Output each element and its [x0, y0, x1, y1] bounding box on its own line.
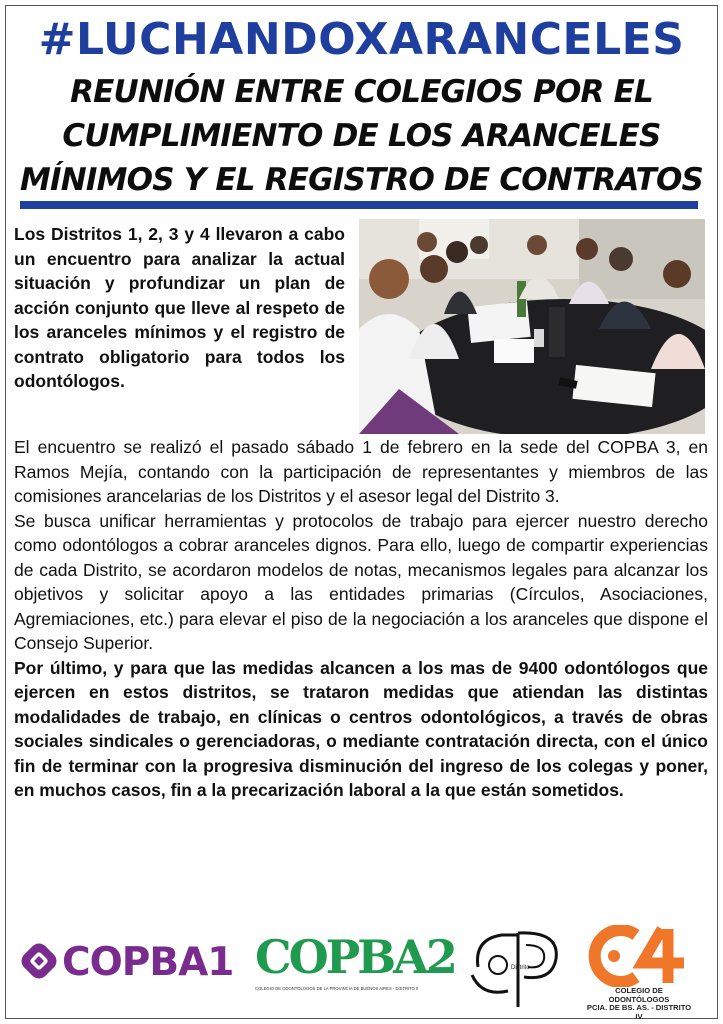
c4-subtitle	[584, 987, 694, 1021]
paragraph-goals: Se busca unificar herramientas y protocolos de trabajo para ejercer nuestro derecho como odontólogos a cobrar aranceles dignos. Para ello, luego de compartir experiencias de cada Distrito, se acordaron modelos de notas, mecanismos legales para alcanzar los objetivos y solicitar apoyo a las entidades primarias (Círculos, Asociaciones, Agremiaciones, etc.) para elevar el piso de la negociación a los aranceles que dispone el Consejo Superior.	[14, 510, 708, 653]
district3-logo	[468, 925, 568, 1007]
blue-divider	[20, 201, 698, 209]
c4-subtitle-line-2: PCIA. DE BS. AS. - DISTRITO IV	[586, 1003, 692, 1021]
copba2-subtitle: COLEGIO DE ODONTOLOGOS DE LA PROVINCIA DE BUENOS AIRES - DISTRITO II	[255, 986, 419, 991]
c4-subtitle-line-1: COLEGIO DE ODONTÓLOGOS	[608, 986, 670, 1004]
hashtag-title: #LUCHANDOXARANCELES	[38, 14, 685, 65]
lead-paragraph: Los Distritos 1, 2, 3 y 4 llevaron a cabo un encuentro para analizar la actual situación y profundizar un plan de acción conjunto que lleve al respeto de los aranceles mínimos y el registro de contrato obligatorio para todos los odontólogos.	[14, 224, 345, 391]
paragraph-closing: Por último, y para que las medidas alcancen a los mas de 9400 odontólogos que ejercen en estos distritos, se trataron medidas que atiendan las distintas modalidades de trabajo, en clínicas o centros odontológicos, a través de obras sociales sindicales o gerenciadoras, o mediante contratación directa, con el único fin de terminar con la progresiva disminución del ingreso de los colegas y poner, en muchos casos, fin a la precarización laboral a la que están sometidos.	[14, 657, 708, 800]
article-body	[14, 435, 708, 803]
copba1-wordmark: COPBA1	[62, 940, 234, 985]
c4-emblem-icon	[584, 925, 694, 987]
copba1-emblem-icon	[20, 942, 58, 980]
headline	[10, 70, 713, 202]
headline-line-1: REUNIÓN ENTRE COLEGIOS POR EL	[70, 74, 653, 110]
district3-label: Distrito	[511, 965, 530, 971]
copba2-logo	[255, 930, 455, 1000]
copba2-wordmark: COPBA2	[255, 930, 455, 984]
copba1-logo	[20, 940, 236, 984]
c4-logo	[584, 925, 694, 1021]
paragraph-meeting: El encuentro se realizó el pasado sábado 1 de febrero en la sede del COPBA 3, en Ramos Mejía, contando con la participación de representantes y miembros de las comisiones arancelarias de los Distritos y el asesor legal del Distrito 3.	[14, 437, 708, 506]
meeting-photo	[359, 219, 705, 434]
headline-line-2: CUMPLIMIENTO DE LOS ARANCELES	[62, 118, 661, 154]
headline-line-3: MÍNIMOS Y EL REGISTRO DE CONTRATOS	[19, 162, 704, 198]
logo-strip	[0, 920, 723, 1021]
